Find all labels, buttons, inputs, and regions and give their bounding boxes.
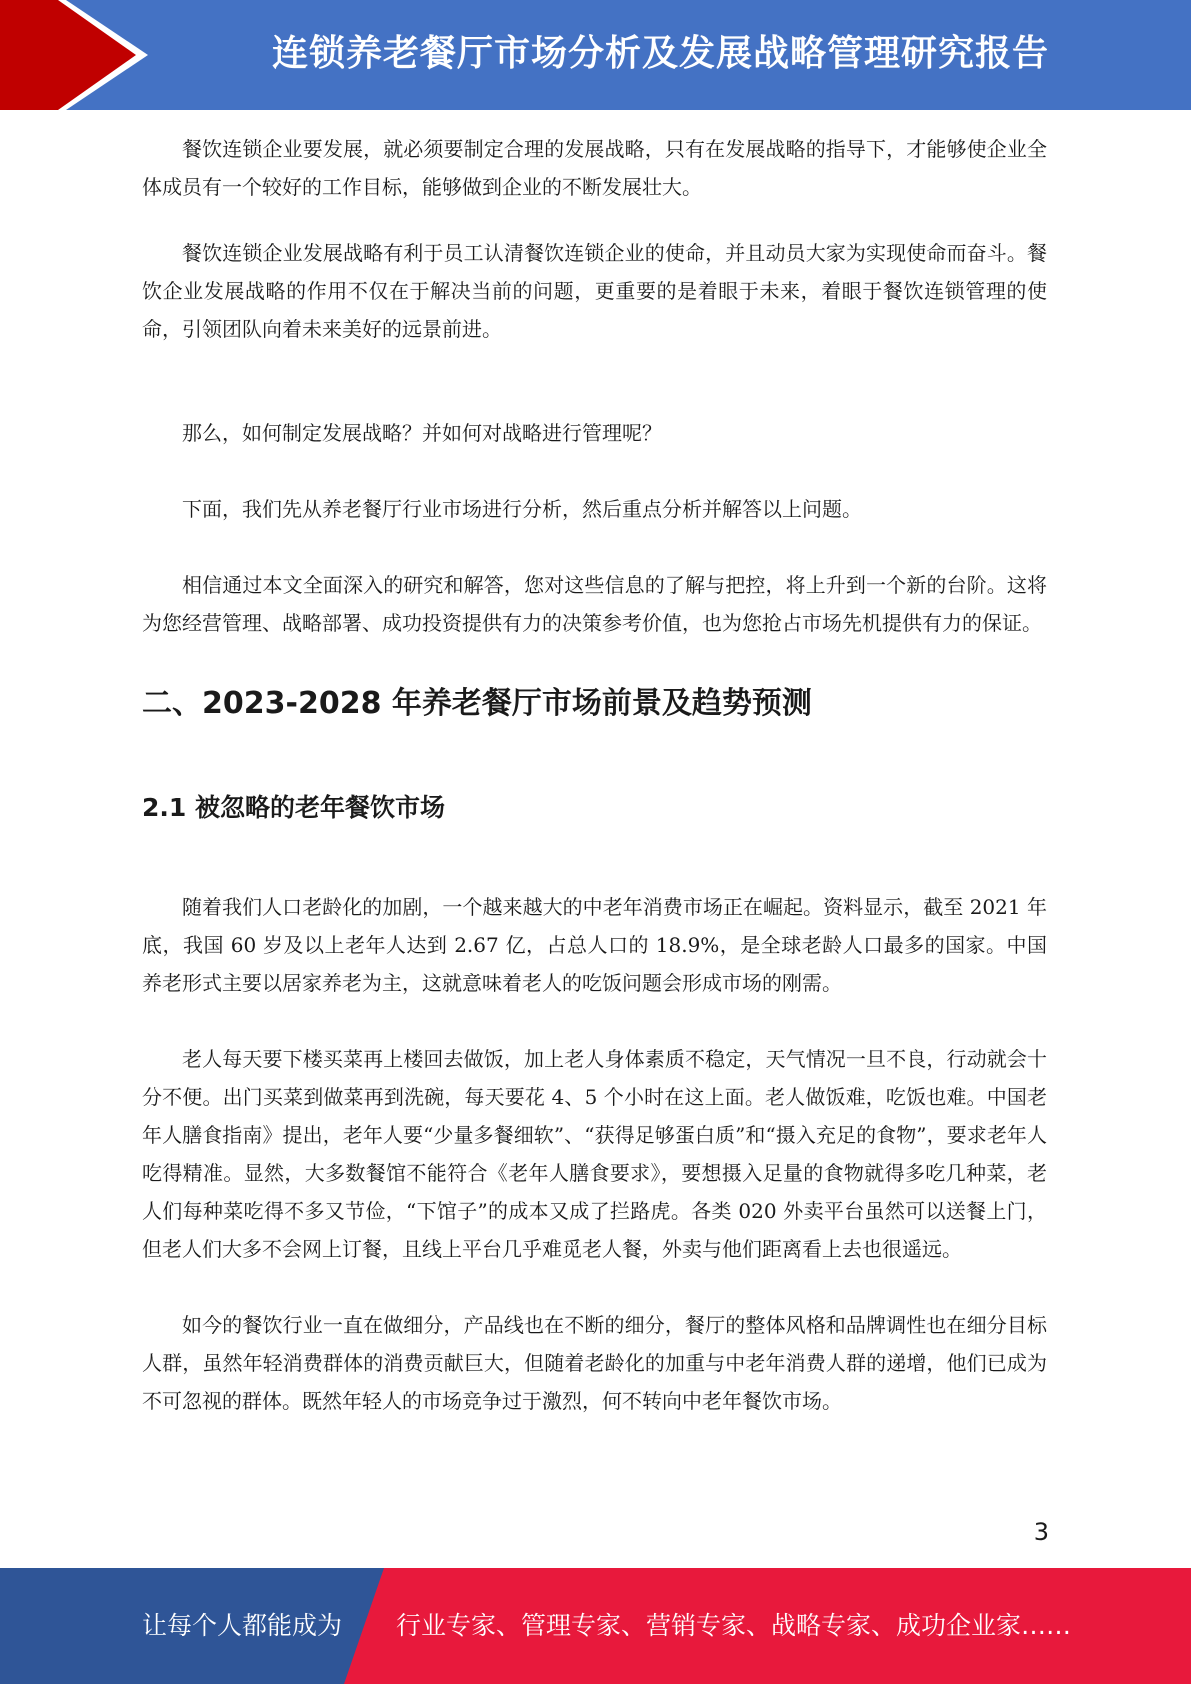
paragraph-aging-market: 随着我们人口老龄化的加剧，一个越来越大的中老年消费市场正在崛起。资料显示，截至 2021 年底，我国 60 岁及以上老年人达到 2.67 亿，占总人口的 18.9%，是全球老龄人口最多的国家。中国养老形式主要以居家养老为主，这就意味着老人的吃饭问题会形成市场的刚需。 [142, 895, 1047, 995]
red-chevron-icon [0, 0, 160, 110]
header-banner [0, 0, 1191, 110]
paragraph-strategy-mission: 餐饮连锁企业发展战略有利于员工认清餐饮连锁企业的使命，并且动员大家为实现使命而奋斗。餐饮企业发展战略的作用不仅在于解决当前的问题，更重要的是着眼于未来，着眼于餐饮连锁管理的使命，引领团队向着未来美好的远景前进。 [142, 241, 1047, 341]
document-body [142, 130, 1047, 1420]
paragraph-question: 那么，如何制定发展战略？并如何对战略进行管理呢？ [182, 421, 662, 445]
paragraph-value-statement: 相信通过本文全面深入的研究和解答，您对这些信息的了解与把控，将上升到一个新的台阶。这将为您经营管理、战略部署、成功投资提供有力的决策参考价值，也为您抢占市场先机提供有力的保证。 [142, 573, 1047, 635]
footer-slogan-right: 行业专家、管理专家、营销专家、战略专家、成功企业家…… [396, 1611, 1072, 1640]
subsection-heading: 2.1 被忽略的老年餐饮市场 [142, 793, 445, 822]
section-heading: 二、2023-2028 年养老餐厅市场前景及趋势预测 [142, 686, 812, 721]
report-title: 连锁养老餐厅市场分析及发展战略管理研究报告 [271, 33, 1049, 74]
paragraph-strategy-necessity: 餐饮连锁企业要发展，就必须要制定合理的发展战略，只有在发展战略的指导下，才能够使企业全体成员有一个较好的工作目标，能够做到企业的不断发展壮大。 [142, 137, 1047, 199]
paragraph-elderly-dining-difficulty: 老人每天要下楼买菜再上楼回去做饭，加上老人身体素质不稳定，天气情况一旦不良，行动就会十分不便。出门买菜到做菜再到洗碗，每天要花 4、5 个小时在这上面。老人做饭难，吃饭也难。中国老年人膳食指南》提出，老年人要“少量多餐细软”、“获得足够蛋白质”和“摄入充足的食物”，要求老年人吃得精准。显然，大多数餐馆不能符合《老年人膳食要求》，要想摄入足量的食物就得多吃几种菜，老人们每种菜吃得不多又节俭，“下馆子”的成本又成了拦路虎。各类 020 外卖平台虽然可以送餐上门，但老人们大多不会网上订餐，且线上平台几乎难觅老人餐，外卖与他们距离看上去也很遥远。 [142, 1047, 1047, 1261]
footer-banner [0, 1568, 1191, 1684]
page-number: 3 [1033, 1518, 1049, 1546]
paragraph-analysis-intro: 下面，我们先从养老餐厅行业市场进行分析，然后重点分析并解答以上问题。 [182, 497, 862, 521]
footer-slogan-left: 让每个人都能成为 [142, 1611, 343, 1640]
paragraph-market-segmentation: 如今的餐饮行业一直在做细分，产品线也在不断的细分，餐厅的整体风格和品牌调性也在细分目标人群，虽然年轻消费群体的消费贡献巨大，但随着老龄化的加重与中老年消费人群的递增，他们已成为不可忽视的群体。既然年轻人的市场竞争过于激烈，何不转向中老年餐饮市场。 [142, 1313, 1047, 1413]
